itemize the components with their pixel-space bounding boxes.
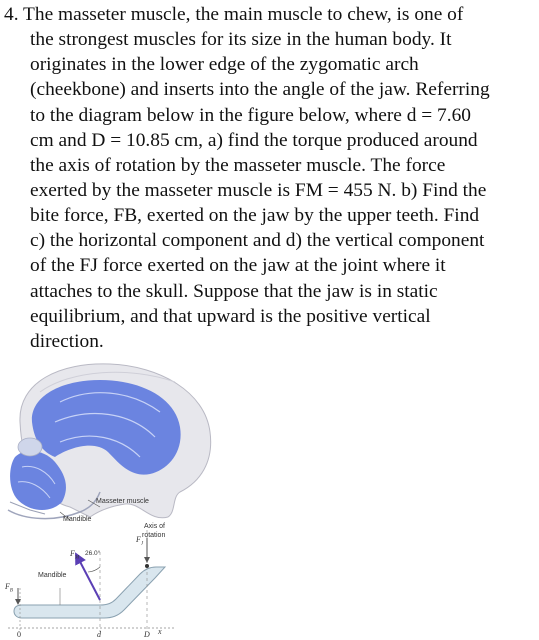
axis-label-D: D	[144, 630, 150, 639]
skull-illustration	[8, 364, 211, 519]
fm-label: $F_M$	[70, 549, 80, 561]
label-masseter-muscle: Masseter muscle	[96, 498, 149, 505]
axis-label-d: d	[97, 630, 101, 639]
fm-arrow	[76, 554, 100, 600]
problem-line: originates in the lower edge of the zygomatic arch	[30, 54, 419, 76]
problem-line: 4. The masseter muscle, the main muscle to chew, is one of	[4, 4, 464, 25]
axis-label-0: 0	[17, 630, 21, 639]
angle-label: 26.0°	[85, 550, 101, 557]
jaw-diagram	[0, 352, 539, 640]
label-mandible-top: Mandible	[63, 516, 92, 523]
mandible-beam	[14, 567, 165, 618]
problem-line: of the FJ force exerted on the jaw at the joint where it	[30, 255, 446, 277]
label-axis-line2: rotation	[142, 532, 166, 539]
problem-line: bite force, FB, exerted on the jaw by the upper teeth. Find	[30, 205, 480, 227]
diagram-svg	[0, 352, 539, 640]
problem-line: the strongest muscles for its size in the human body. It	[30, 29, 452, 51]
problem-line: equilibrium, and that upward is the positive vertical	[30, 305, 431, 327]
problem-line: direction.	[30, 330, 104, 352]
fj-label: $F_J$	[136, 535, 144, 547]
label-axis-line1: Axis of	[144, 523, 166, 530]
problem-text	[4, 2, 536, 354]
label-mandible-bottom: Mandible	[38, 572, 67, 579]
problem-line: exerted by the masseter muscle is FM = 455 N. b) Find the	[30, 179, 487, 201]
problem-line: (cheekbone) and inserts into the angle of the jaw. Referring	[30, 79, 490, 101]
fb-label: $F_B$	[5, 582, 13, 594]
axis-point	[145, 564, 149, 568]
problem-line: cm and D = 10.85 cm, a) find the torque produced around	[30, 129, 478, 151]
problem-line: to the diagram below in the figure below, where d = 7.60	[30, 104, 471, 126]
problem-line: c) the horizontal component and d) the vertical component	[30, 230, 485, 252]
problem-line: attaches to the skull. Suppose that the jaw is in static	[30, 280, 438, 302]
problem-line: the axis of rotation by the masseter muscle. The force	[30, 154, 446, 176]
axis-label-x: x	[158, 627, 162, 636]
